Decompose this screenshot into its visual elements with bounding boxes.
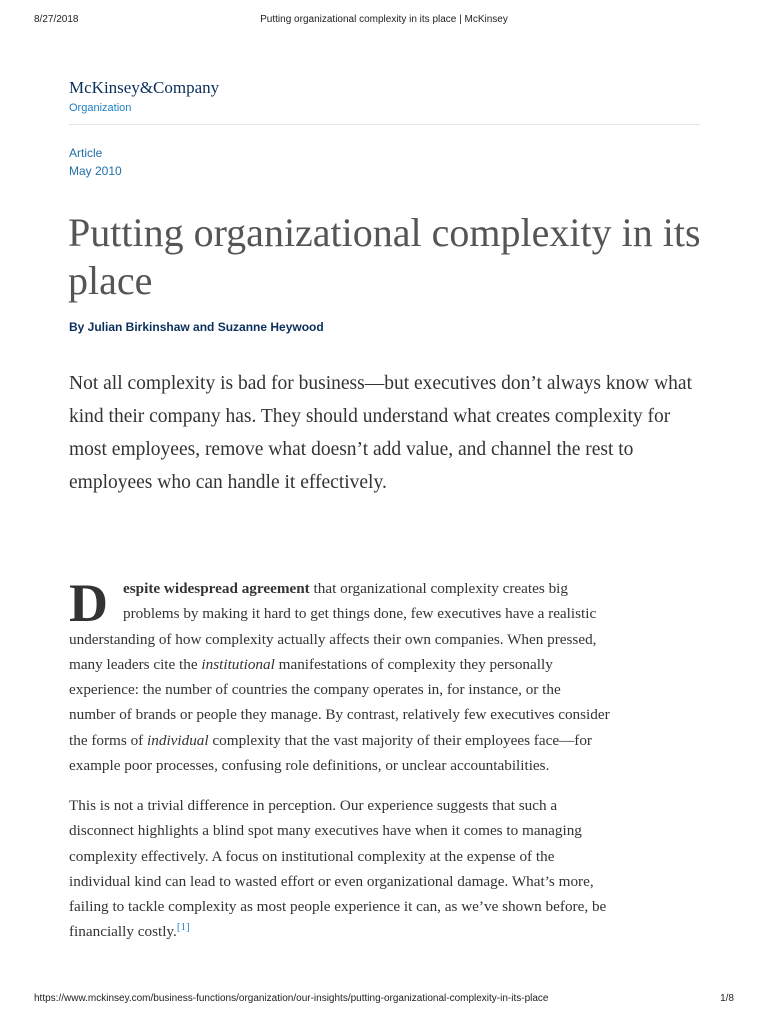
line-text: the forms of bbox=[69, 731, 148, 749]
paragraph-line: complexity effectively. A focus on institutional complexity at the expense of the bbox=[69, 847, 555, 865]
paragraph-line bbox=[69, 728, 699, 753]
paragraph-line: problems by making it hard to get things done, few executives have a realistic bbox=[123, 605, 597, 623]
section-link-organization[interactable]: Organization bbox=[69, 102, 132, 114]
article-title: Putting organizational complexity in its place bbox=[68, 210, 701, 303]
line-text: that organizational complexity creates big bbox=[309, 580, 568, 597]
emphasis-individual: individual bbox=[147, 731, 209, 749]
print-header bbox=[34, 14, 734, 28]
body-paragraph-2 bbox=[69, 793, 699, 945]
line-text: financially costly. bbox=[69, 923, 177, 941]
paragraph-line: number of brands or people they manage. By contrast, relatively few executives consider bbox=[69, 706, 610, 724]
line-text: many leaders cite the bbox=[69, 655, 202, 673]
content-type-label: Article bbox=[69, 146, 103, 160]
print-date: 8/27/2018 bbox=[34, 14, 79, 25]
paragraph-line bbox=[69, 576, 699, 601]
paragraph-line: example poor processes, confusing role definitions, or unclear accountabilities. bbox=[69, 757, 550, 775]
page-number: 1/8 bbox=[720, 993, 734, 1004]
article-dek: Not all complexity is bad for business—but executives don’t always know what kind their company has. They should understand what creates complexity for most employees, remove what doesn’t add value, and channel the rest to employees who can handle it effectively. bbox=[69, 373, 692, 493]
line-text: complexity that the vast majority of their employees face—for bbox=[208, 731, 592, 749]
emphasis-institutional: institutional bbox=[201, 655, 275, 673]
body-paragraph-1 bbox=[69, 573, 699, 778]
paragraph-line: failing to tackle complexity as most people experience it can, as we’ve shown before, be bbox=[69, 898, 607, 916]
drop-cap: D bbox=[69, 573, 108, 633]
print-footer bbox=[34, 993, 734, 1007]
paragraph-line: individual kind can lead to wasted effort or even organizational damage. What’s more, bbox=[69, 872, 594, 890]
lead-in: espite widespread agreement bbox=[123, 580, 310, 597]
article-byline[interactable]: By Julian Birkinshaw and Suzanne Heywood bbox=[69, 320, 324, 334]
paragraph-line: understanding of how complexity actually affects their own companies. When pressed, bbox=[69, 630, 597, 648]
paragraph-line: This is not a trivial difference in perception. Our experience suggests that such a bbox=[69, 797, 558, 814]
paragraph-line: disconnect highlights a blind spot many executives have when it comes to managing bbox=[69, 822, 582, 840]
paragraph-line bbox=[69, 919, 699, 944]
print-url: https://www.mckinsey.com/business-functions/organization/our-insights/putting-organizational-complexity-in-its-place bbox=[34, 993, 549, 1004]
footnote-link[interactable]: [1] bbox=[176, 921, 190, 934]
paragraph-line: experience: the number of countries the company operates in, for instance, or the bbox=[69, 681, 561, 699]
print-page-title: Putting organizational complexity in its place | McKinsey bbox=[260, 14, 508, 25]
header-divider bbox=[69, 124, 700, 125]
line-text: manifestations of complexity they personally bbox=[274, 655, 553, 673]
paragraph-line bbox=[69, 652, 699, 677]
mckinsey-logo[interactable]: McKinsey&Company bbox=[69, 78, 220, 97]
publication-date: May 2010 bbox=[69, 164, 122, 178]
